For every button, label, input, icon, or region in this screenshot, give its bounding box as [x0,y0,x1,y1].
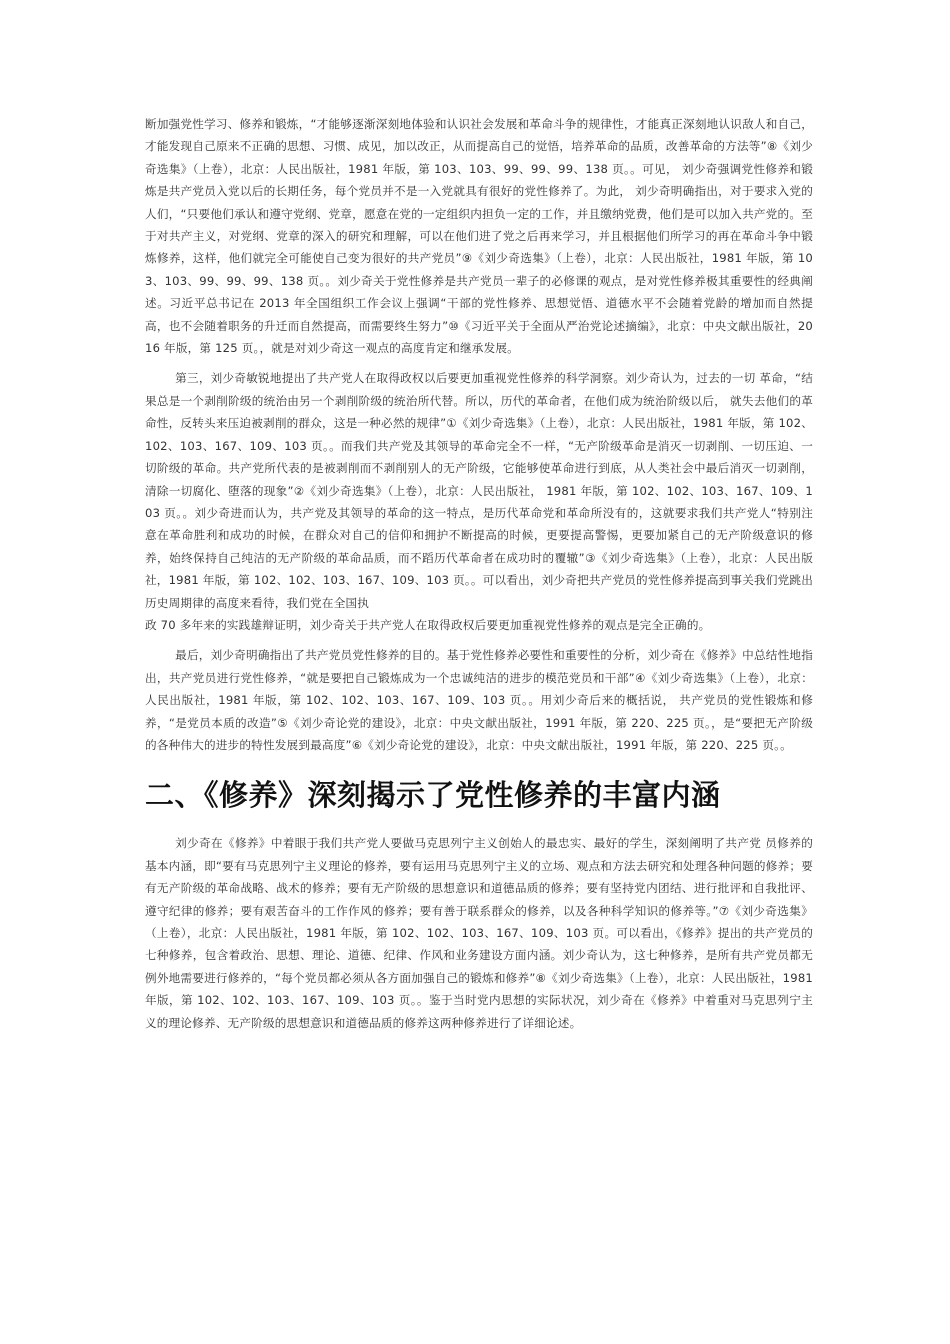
paragraph-section-two: 刘少奇在《修养》中着眼于我们共产党人要做马克思列宁主义创始人的最忠实、最好的学生，深刻阐明了共产党 员修养的基本内涵，即“要有马克思列宁主义理论的修养，要有运用马克思列宁主义的立场、观点和方法去研究和处理各种问题的修养；要有无产阶级的革命战略、战术的修养；要有无产阶级的思想意识和道德品质的修养；要有坚持党内团结、进行批评和自我批评、遵守纪律的修养；要有艰苦奋斗的工作作风的修养；要有善于联系群众的修养，以及各种科学知识的修养等。”⑦《刘少奇选集》（上卷），北京：人民出版社，1981 年版，第 102、102、103、167、109、103 页。可以看出，《修养》提出的共产党员的七种修养，包含着政治、思想、理论、道德、纪律、作风和业务建设方面内涵。刘少奇认为，这七种修养，是所有共产党员都无例外地需要进行修养的，“每个党员都必须从各方面加强自己的锻炼和修养”⑧《刘少奇选集》（上卷），北京：人民出版社，1981 年版，第 102、102、103、167、109、103 页。。鉴于当时党内思想的实际状况，刘少奇在《修养》中着重对马克思列宁主义的理论修养、无产阶级的思想意识和道德品质的修养这两种修养进行了详细论述。 [145,836,813,1030]
section-heading: 二、《修养》深刻揭示了党性修养的丰富内涵 [145,778,721,813]
paragraph-third-point: 第三，刘少奇敏锐地提出了共产党人在取得政权以后要更加重视党性修养的科学洞察。刘少奇认为，过去的一切 革命，“结果总是一个剥削阶级的统治由另一个剥削阶级的统治所代替。所以，历代的革命者，在他们成为统治阶级以后， 就失去他们的革命性，反转头来压迫被剥削的群众，这是一种必然的规律”①《刘少奇选集》（上卷），北京：人民出版社，1981 年版，第 102、102、103、167、109、103 页。。而我们共产党及其领导的革命完全不一样，“无产阶级革命是消灭一切剥削、一切压迫、一切阶级的革命。共产党所代表的是被剥削而不剥削别人的无产阶级，它能够使革命进行到底，从人类社会中最后消灭一切剥削，清除一切腐化、堕落的现象”②《刘少奇选集》（上卷），北京：人民出版社， 1981 年版，第 102、102、103、167、109、103 页。。刘少奇进而认为，共产党及其领导的革命的这一特点，是历代革命党和革命所没有的，这就要求我们共产党人“特别注意在革命胜利和成功的时候，在群众对自己的信仰和拥护不断提高的时候，更要提高警惕，更要加紧自己的无产阶级意识的修养，始终保持自己纯洁的无产阶级的革命品质，而不蹈历代革命者在成功时的覆辙”③《刘少奇选集》（上卷），北京：人民出版社，1981 年版，第 102、102、103、167、109、103 页。。可以看出，刘少奇把共产党员的党性修养提高到事关我们党跳出历史周期律的高度来看待，我们党在全国执 [145,371,813,610]
document-body [145,113,813,1034]
paragraph-final-point: 最后，刘少奇明确指出了共产党员党性修养的目的。基于党性修养必要性和重要性的分析，刘少奇在《修养》中总结性地指出，共产党员进行党性修养，“就是要把自己锻炼成为一个忠诚纯洁的进步的模范党员和干部”④《刘少奇选集》（上卷），北京：人民出版社，1981 年版，第 102、102、103、167、109、103 页。。用刘少奇后来的概括说， 共产党员的党性锻炼和修养，“是党员本质的改造”⑤《刘少奇论党的建设》，北京：中央文献出版社，1991 年版，第 220、225 页。，是“要把无产阶级的各种伟大的进步的特性发展到最高度”⑥《刘少奇论党的建设》，北京：中央文献出版社，1991 年版，第 220、225 页。。 [145,648,813,752]
paragraph-continued: 断加强党性学习、修养和锻炼，“才能够逐渐深刻地体验和认识社会发展和革命斗争的规律性，才能真正深刻地认识敌人和自己，才能发现自己原来不正确的思想、习惯、成见，加以改正，从而提高自己的觉悟，培养革命的品质，改善革命的方法等”⑧《刘少奇选集》（上卷），北京：人民出版社，1981 年版，第 103、103、99、99、99、138 页。。可见， 刘少奇强调党性修养和锻炼是共产党员入党以后的长期任务，每个党员并不是一入党就具有很好的党性修养了。为此， 刘少奇明确指出，对于要求入党的人们，“只要他们承认和遵守党纲、党章，愿意在党的一定组织内担负一定的工作，并且缴纳党费，他们是可以加入共产党的。至于对共产主义，对党纲、党章的深入的研究和理解，可以在他们进了党之后再来学习，并且根据他们所学习的再在革命斗争中锻炼修养，这样，他们就完全可能使自己变为很好的共产党员”⑨《刘少奇选集》（上卷），北京：人民出版社，1981 年版，第 103、103、99、99、99、138 页。。刘少奇关于党性修养是共产党员一辈子的必修课的观点，是对党性修养极其重要性的经典阐述。习近平总书记在 2013 年全国组织工作会议上强调“干部的党性修养、思想觉悟、道德水平不会随着党龄的增加而自然提高，也不会随着职务的升迁而自然提高，而需要终生努力”⑩《习近平关于全面从严治党论述摘编》，北京：中央文献出版社，2016 年版，第 125 页。，就是对刘少奇这一观点的高度肯定和继承发展。 [145,117,813,356]
paragraph-third-point-tail: 政 70 多年来的实践雄辩证明，刘少奇关于共产党人在取得政权后要更加重视党性修养的观点是完全正确的。 [145,617,711,632]
